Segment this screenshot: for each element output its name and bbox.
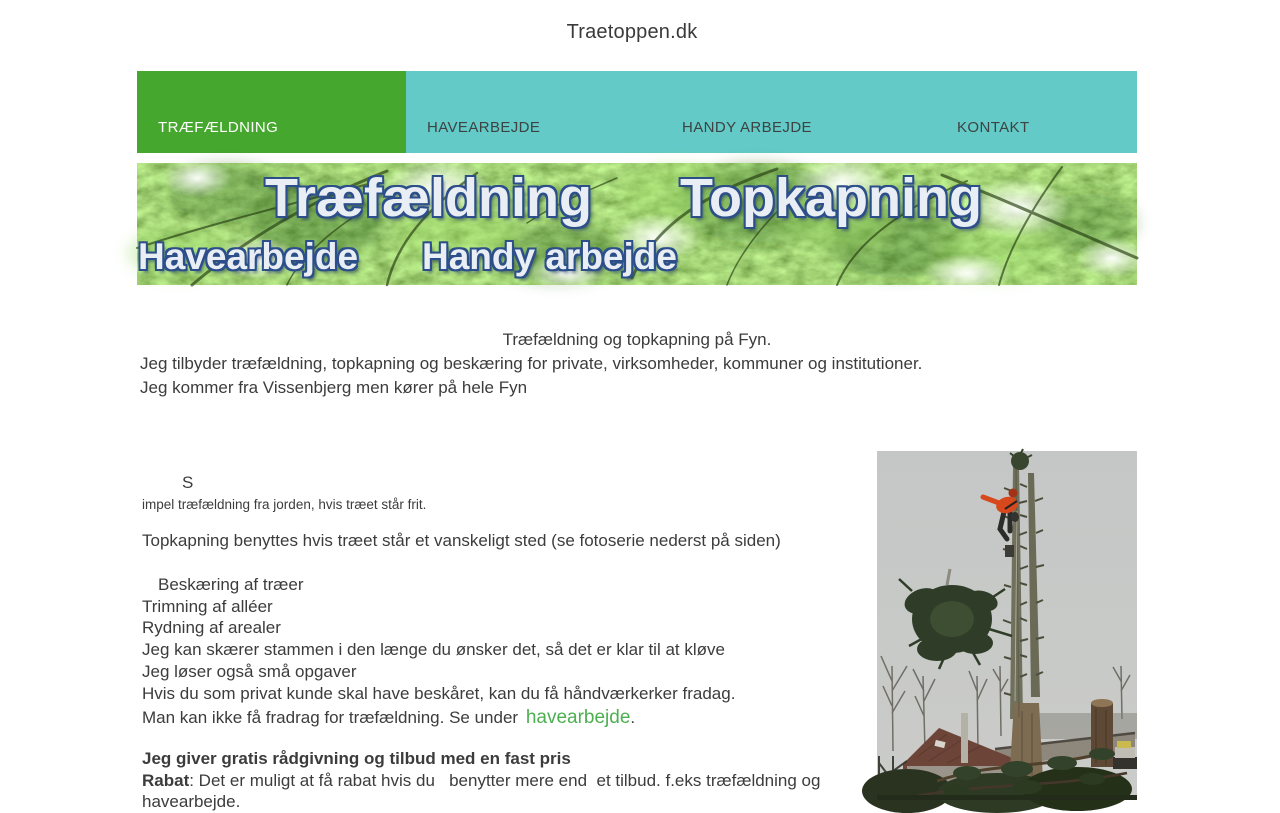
intro-line-area: Jeg kommer fra Vissenbjerg men kører på hele Fyn bbox=[140, 378, 528, 397]
intro-heading: Træfældning og topkapning på Fyn. bbox=[502, 330, 772, 349]
service-line-stammen: Jeg kan skærer stammen i den længe du ønsker det, så det er klar til at kløve bbox=[142, 640, 725, 660]
intro-line-offer: Jeg tilbyder træfældning, topkapning og beskæring for private, virksomheder, kommuner og institutioner. bbox=[140, 354, 923, 373]
hero-subtitle-havearbejde: Havearbejde bbox=[138, 236, 359, 277]
topkapning-photo bbox=[877, 451, 1137, 800]
service-line-fradrag-info: Hvis du som privat kunde skal have beskåret, kan du få håndværkerker fradag. bbox=[142, 683, 736, 703]
tab-kontakt[interactable]: KONTAKT bbox=[957, 119, 1030, 136]
intro-paragraph bbox=[137, 328, 1137, 400]
tab-handy-arbejde[interactable]: HANDY ARBEJDE bbox=[682, 119, 812, 136]
havearbejde-link[interactable]: havearbejde bbox=[525, 707, 631, 728]
service-line-trimning: Trimning af alléer bbox=[142, 596, 273, 616]
rabat-text: : Det er muligt at få rabat hvis du benytter mere end et tilbud. f.eks træfældning og bbox=[189, 770, 821, 790]
service-line-opgaver: Jeg løser også små opgaver bbox=[142, 661, 357, 681]
fradrag-prefix: Man kan ikke få fradrag for træfældning. Se under bbox=[142, 708, 523, 727]
fradrag-suffix: . bbox=[630, 708, 636, 727]
service-line-beskaering: Beskæring af træer bbox=[158, 575, 304, 594]
topkapning-photo-image bbox=[877, 451, 1137, 800]
rabat-line bbox=[142, 770, 820, 792]
fradrag-line bbox=[142, 707, 635, 729]
tab-traefaeldning[interactable]: TRÆFÆLDNING bbox=[158, 119, 279, 136]
hero-subtitle-handy-arbejde: Handy arbejde bbox=[422, 236, 677, 277]
topkapning-line: Topkapning benyttes hvis træet står et vanskeligt sted (se fotoserie nederst på siden) bbox=[142, 531, 781, 550]
tab-havearbejde[interactable]: HAVEARBEJDE bbox=[427, 119, 541, 136]
advice-block bbox=[142, 748, 820, 813]
simple-felling-paragraph bbox=[137, 473, 426, 513]
service-line-rydning: Rydning af arealer bbox=[142, 618, 281, 638]
active-tab-highlight bbox=[137, 71, 406, 153]
rabat-label: Rabat bbox=[142, 770, 190, 790]
advice-bold-line: Jeg giver gratis rådgivning og tilbud med en fast pris bbox=[142, 749, 571, 768]
simple-felling-initial: S bbox=[182, 473, 194, 492]
site-title: Traetoppen.dk bbox=[566, 21, 698, 43]
hero-banner bbox=[137, 163, 1137, 285]
hero-title-topkapning: Topkapning bbox=[680, 168, 982, 228]
hero-title-traefaeldning: Træfældning bbox=[265, 168, 592, 228]
simple-felling-rest: impel træfældning fra jorden, hvis træet står frit. bbox=[142, 497, 427, 512]
services-list bbox=[142, 574, 735, 704]
rabat-wrap-line: havearbejde. bbox=[142, 792, 241, 811]
main-nav bbox=[137, 71, 1137, 153]
